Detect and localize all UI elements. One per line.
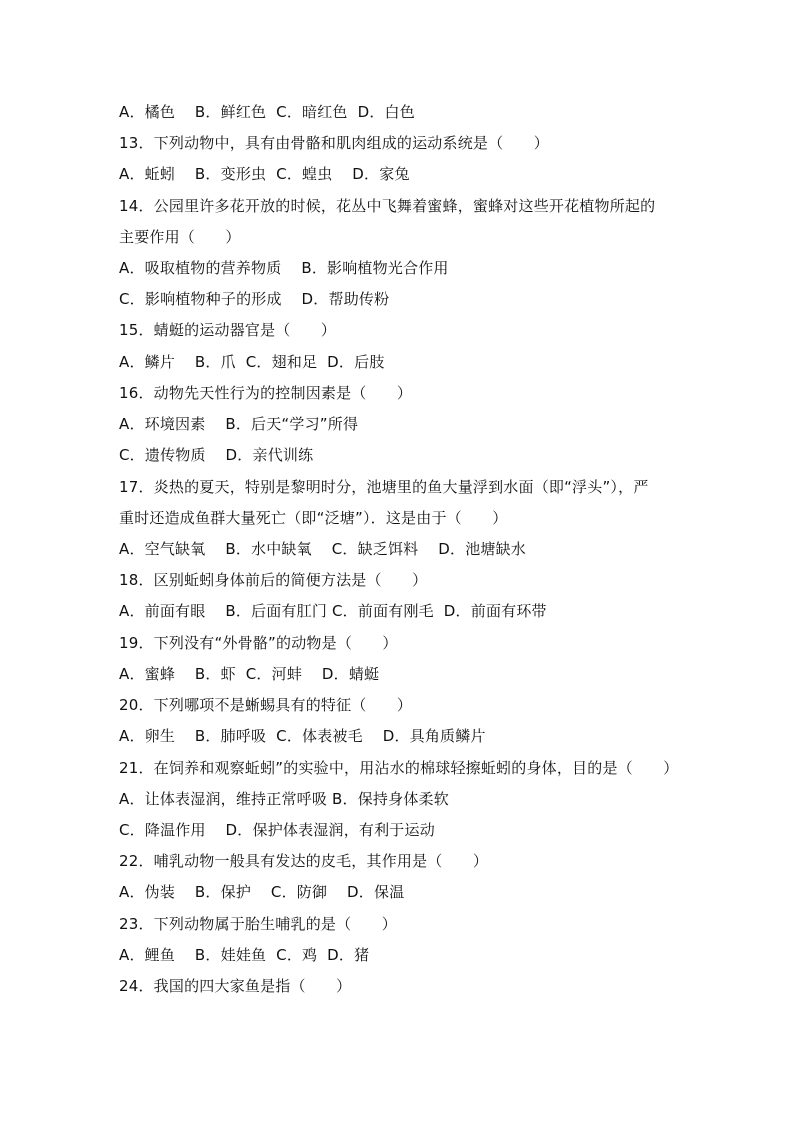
q23-options: A．鲤鱼 B．娃娃鱼 C．鸡 D．猪 bbox=[119, 946, 370, 964]
q18-options: A．前面有眼 B．后面有肛门 C．前面有刚毛 D．前面有环带 bbox=[119, 602, 547, 620]
q21-options-ab: A．让体表湿润，维持正常呼吸 B．保持身体柔软 bbox=[119, 790, 449, 808]
q20-question: 20．下列哪项不是蜥蜴具有的特征（ ） bbox=[119, 696, 413, 714]
q15-question: 15．蜻蜓的运动器官是（ ） bbox=[119, 321, 337, 339]
q14-options-ab: A．吸取植物的营养物质 B．影响植物光合作用 bbox=[119, 259, 449, 277]
q12-options: A．橘色 B．鲜红色 C．暗红色 D．白色 bbox=[119, 103, 415, 121]
q13-question: 13．下列动物中，具有由骨骼和肌肉组成的运动系统是（ ） bbox=[119, 134, 549, 152]
q14-question-line2: 主要作用（ ） bbox=[119, 228, 241, 246]
q21-options-cd: C．降温作用 D．保护体表湿润，有利于运动 bbox=[119, 821, 435, 839]
q18-question: 18．区别蚯蚓身体前后的简便方法是（ ） bbox=[119, 571, 428, 589]
q22-options: A．伪装 B．保护 C．防御 D．保温 bbox=[119, 883, 405, 901]
q17-question-line2: 重时还造成鱼群大量死亡（即“泛塘”）．这是由于（ ） bbox=[119, 509, 508, 527]
q21-question: 21．在饲养和观察蚯蚓”的实验中，用沾水的棉球轻擦蚯蚓的身体，目的是（ ） bbox=[119, 759, 679, 777]
q14-question-line1: 14．公园里许多花开放的时候，花丛中飞舞着蜜蜂，蜜蜂对这些开花植物所起的 bbox=[119, 197, 656, 215]
q17-options: A．空气缺氧 B．水中缺氧 C．缺乏饵料 D．池塘缺水 bbox=[119, 540, 526, 558]
q13-options: A．蚯蚓 B．变形虫 C．蝗虫 D．家兔 bbox=[119, 165, 410, 183]
q19-question: 19．下列没有“外骨骼”的动物是（ ） bbox=[119, 634, 398, 652]
q16-options-cd: C．遗传物质 D．亲代训练 bbox=[119, 446, 314, 464]
q15-options: A．鳞片 B．爪 C．翅和足 D．后肢 bbox=[119, 353, 385, 371]
q16-options-ab: A．环境因素 B．后天“学习”所得 bbox=[119, 415, 359, 433]
q24-question: 24．我国的四大家鱼是指（ ） bbox=[119, 977, 352, 995]
q16-question: 16．动物先天性行为的控制因素是（ ） bbox=[119, 384, 413, 402]
q23-question: 23．下列动物属于胎生哺乳的是（ ） bbox=[119, 915, 397, 933]
q14-options-cd: C．影响植物种子的形成 D．帮助传粉 bbox=[119, 290, 390, 308]
q17-question-line1: 17．炎热的夏天，特别是黎明时分，池塘里的鱼大量浮到水面（即“浮头”），严 bbox=[119, 478, 649, 496]
q20-options: A．卵生 B．肺呼吸 C．体表被毛 D．具角质鳞片 bbox=[119, 727, 486, 745]
q19-options: A．蜜蜂 B．虾 C．河蚌 D．蜻蜓 bbox=[119, 665, 380, 683]
q22-question: 22．哺乳动物一般具有发达的皮毛，其作用是（ ） bbox=[119, 852, 489, 870]
